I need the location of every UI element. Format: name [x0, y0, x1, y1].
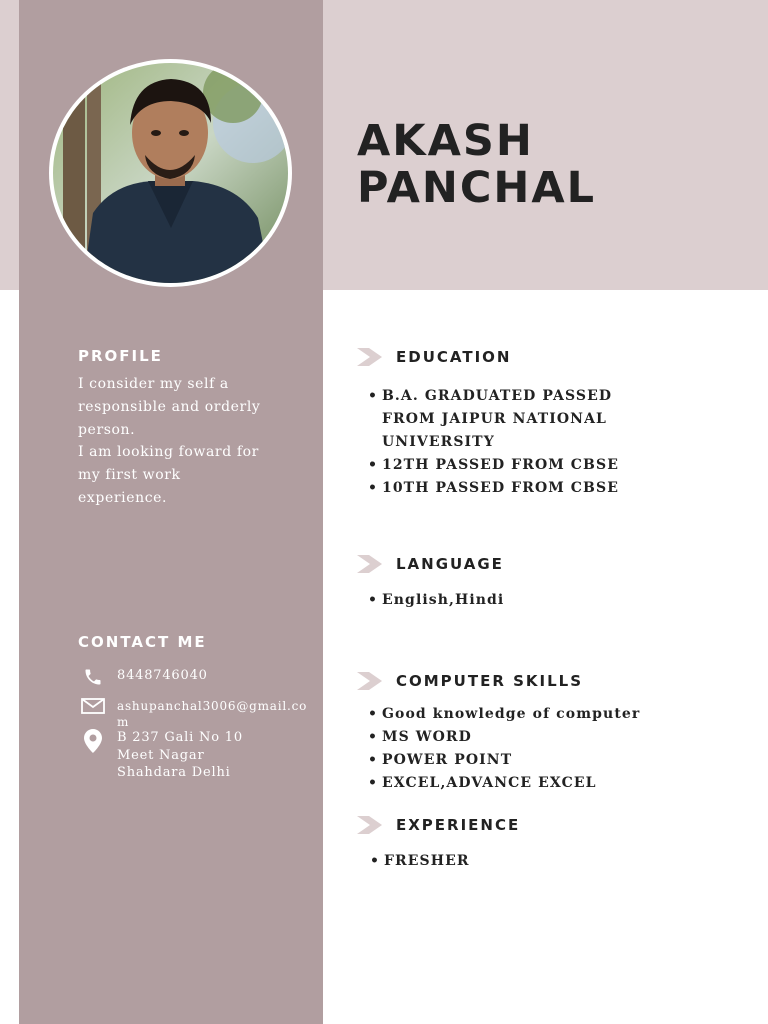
address-line: Shahdara Delhi — [117, 765, 231, 780]
address-line: B 237 Gali No 10 — [117, 730, 243, 745]
list-item: • FRESHER — [359, 850, 520, 873]
chevron-right-icon — [357, 348, 382, 366]
education-heading: EDUCATION — [396, 348, 512, 366]
profile-line: responsible and orderly — [78, 398, 261, 415]
list-item: • MS WORD — [357, 726, 640, 749]
education-header — [357, 346, 667, 368]
contact-email — [80, 698, 313, 730]
location-pin-icon — [80, 729, 106, 751]
chevron-right-icon — [357, 672, 382, 690]
list-item: • English,Hindi — [357, 589, 504, 612]
list-item: • 10TH PASSED FROM CBSE — [357, 477, 667, 500]
education-section — [357, 346, 667, 500]
name-last: PANCHAL — [357, 163, 597, 213]
computer-skills-list — [357, 703, 640, 795]
chevron-right-icon — [357, 816, 382, 834]
profile-line: my first work — [78, 467, 181, 484]
contact-heading: CONTACT ME — [78, 633, 207, 651]
email-address[interactable]: ashupanchal3006@gmail.com — [117, 699, 308, 729]
list-item: • Good knowledge of computer — [357, 703, 640, 726]
list-item: • EXCEL,ADVANCE EXCEL — [357, 772, 640, 795]
profile-photo — [53, 63, 288, 283]
education-list — [357, 385, 667, 500]
contact-address — [80, 729, 243, 782]
profile-text — [78, 373, 283, 510]
list-item: • POWER POINT — [357, 749, 640, 772]
profile-heading: PROFILE — [78, 347, 163, 365]
experience-section — [357, 814, 520, 873]
computer-skills-header — [357, 670, 640, 692]
contact-phone — [80, 667, 208, 689]
experience-header — [357, 814, 520, 836]
language-list — [357, 589, 504, 612]
list-item: • B.A. GRADUATED PASSED FROM JAIPUR NATIONAL UNIVERSITY — [357, 385, 667, 454]
candidate-name — [357, 118, 596, 212]
name-first: AKASH — [357, 116, 534, 166]
computer-skills-section — [357, 670, 640, 795]
profile-line: experience. — [78, 489, 168, 506]
language-section — [357, 553, 504, 612]
profile-line: I consider my self a — [78, 376, 229, 392]
experience-heading: EXPERIENCE — [396, 816, 521, 834]
profile-line: person. — [78, 421, 136, 438]
experience-list — [359, 850, 520, 873]
language-heading: LANGUAGE — [396, 555, 504, 573]
phone-number: 8448746040 — [117, 668, 208, 683]
computer-skills-heading: COMPUTER SKILLS — [396, 672, 584, 690]
phone-icon — [80, 667, 106, 689]
address-line: Meet Nagar — [117, 747, 205, 763]
address-text — [117, 729, 243, 782]
list-item: • 12TH PASSED FROM CBSE — [357, 454, 667, 477]
profile-line: I am looking foward for — [78, 444, 259, 461]
mail-icon — [80, 698, 106, 720]
chevron-right-icon — [357, 555, 382, 573]
language-header — [357, 553, 504, 575]
